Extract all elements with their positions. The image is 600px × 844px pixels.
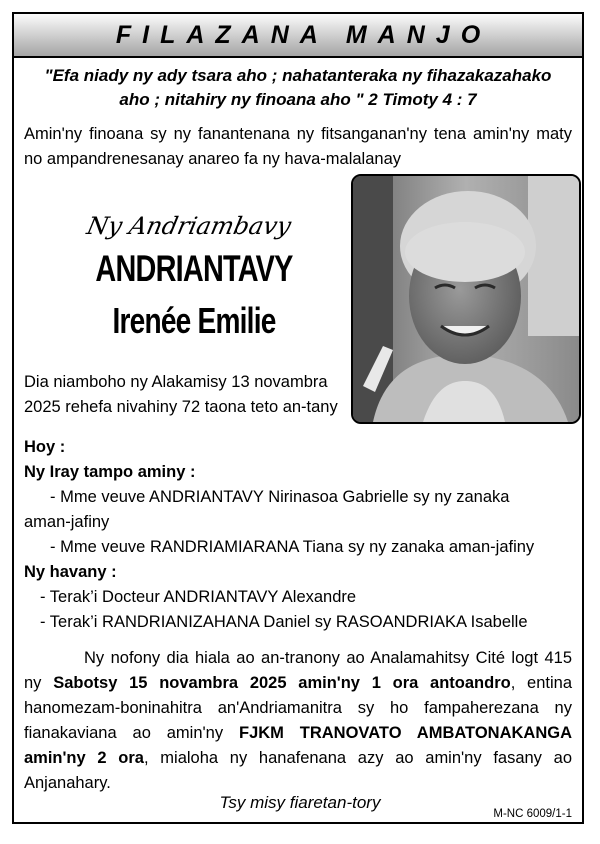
bible-verse: [22, 64, 574, 112]
sibling-item-2: - Mme veuve RANDRIAMIARANA Tiana sy ny zanaka aman-jafiny: [50, 538, 535, 556]
funeral-date-time: Sabotsy 15 novambra 2025 amin'ny 1 ora antoandro: [53, 674, 511, 692]
family-list: [24, 435, 572, 635]
death-line-1: Dia niamboho ny Alakamisy 13 novambra: [24, 373, 328, 391]
funeral-text-2: , entina hanomezam-boninahitra an'Andriamanitra sy ho fampaherezana ny fianakaviana ao amin'ny: [24, 674, 573, 742]
obituary-frame: [12, 12, 584, 824]
funeral-church: FJKM TRANOVATO AMBATONAKANGA amin'ny 2 ora: [24, 724, 572, 767]
verse-line-2: aho ; nitahiry ny finoana aho " 2 Timoty 4 : 7: [119, 90, 477, 109]
havany-heading: Ny havany :: [24, 563, 117, 581]
header-title: FILAZANA MANJO: [115, 20, 492, 49]
verse-line-1: "Efa niady ny ady tsara aho ; nahatanteraka ny fihazakazahako: [44, 66, 552, 85]
iray-tampo-heading: Ny Iray tampo aminy :: [24, 463, 196, 481]
portrait-image: [353, 176, 579, 422]
funeral-text-1: Ny nofony dia hiala ao an-tranony ao Analamahitsy Cité logt 415 ny: [24, 649, 572, 692]
relative-item-2: - Terak’i RANDRIANIZAHANA Daniel sy RASOANDRIAKA Isabelle: [40, 613, 528, 631]
death-line-2: 2025 rehefa nivahiny 72 taona teto an-tany: [24, 398, 338, 416]
sibling-item-1: - Mme veuve ANDRIANTAVY Nirinasoa Gabrielle sy ny zanaka: [50, 488, 510, 506]
relative-item-1: - Terak’i Docteur ANDRIANTAVY Alexandre: [40, 588, 357, 606]
portrait-photo: [351, 174, 581, 424]
intro-paragraph: Amin'ny finoana sy ny fanantenana ny fitsanganan'ny tena amin'ny maty no ampandrenesanay anareo fa ny hava-malalanay: [24, 125, 572, 168]
header-banner: [14, 14, 582, 58]
reference-code: M-NC 6009/1-1: [493, 808, 572, 820]
death-notice: [24, 370, 354, 420]
honorific: Ny Andriambavy: [84, 212, 294, 240]
closing-line: Tsy misy fiaretan-tory: [219, 793, 381, 812]
deceased-given-names: Irenée Emilie: [112, 300, 276, 341]
funeral-text-3: , mialoha ny hanafenana azy ao amin'ny fasany ao Anjanahary.: [24, 749, 572, 792]
hoy-label: Hoy :: [24, 438, 66, 456]
funeral-paragraph: [24, 646, 572, 796]
deceased-surname: ANDRIANTAVY: [95, 248, 293, 289]
sibling-item-1-cont: aman-jafiny: [24, 513, 110, 531]
